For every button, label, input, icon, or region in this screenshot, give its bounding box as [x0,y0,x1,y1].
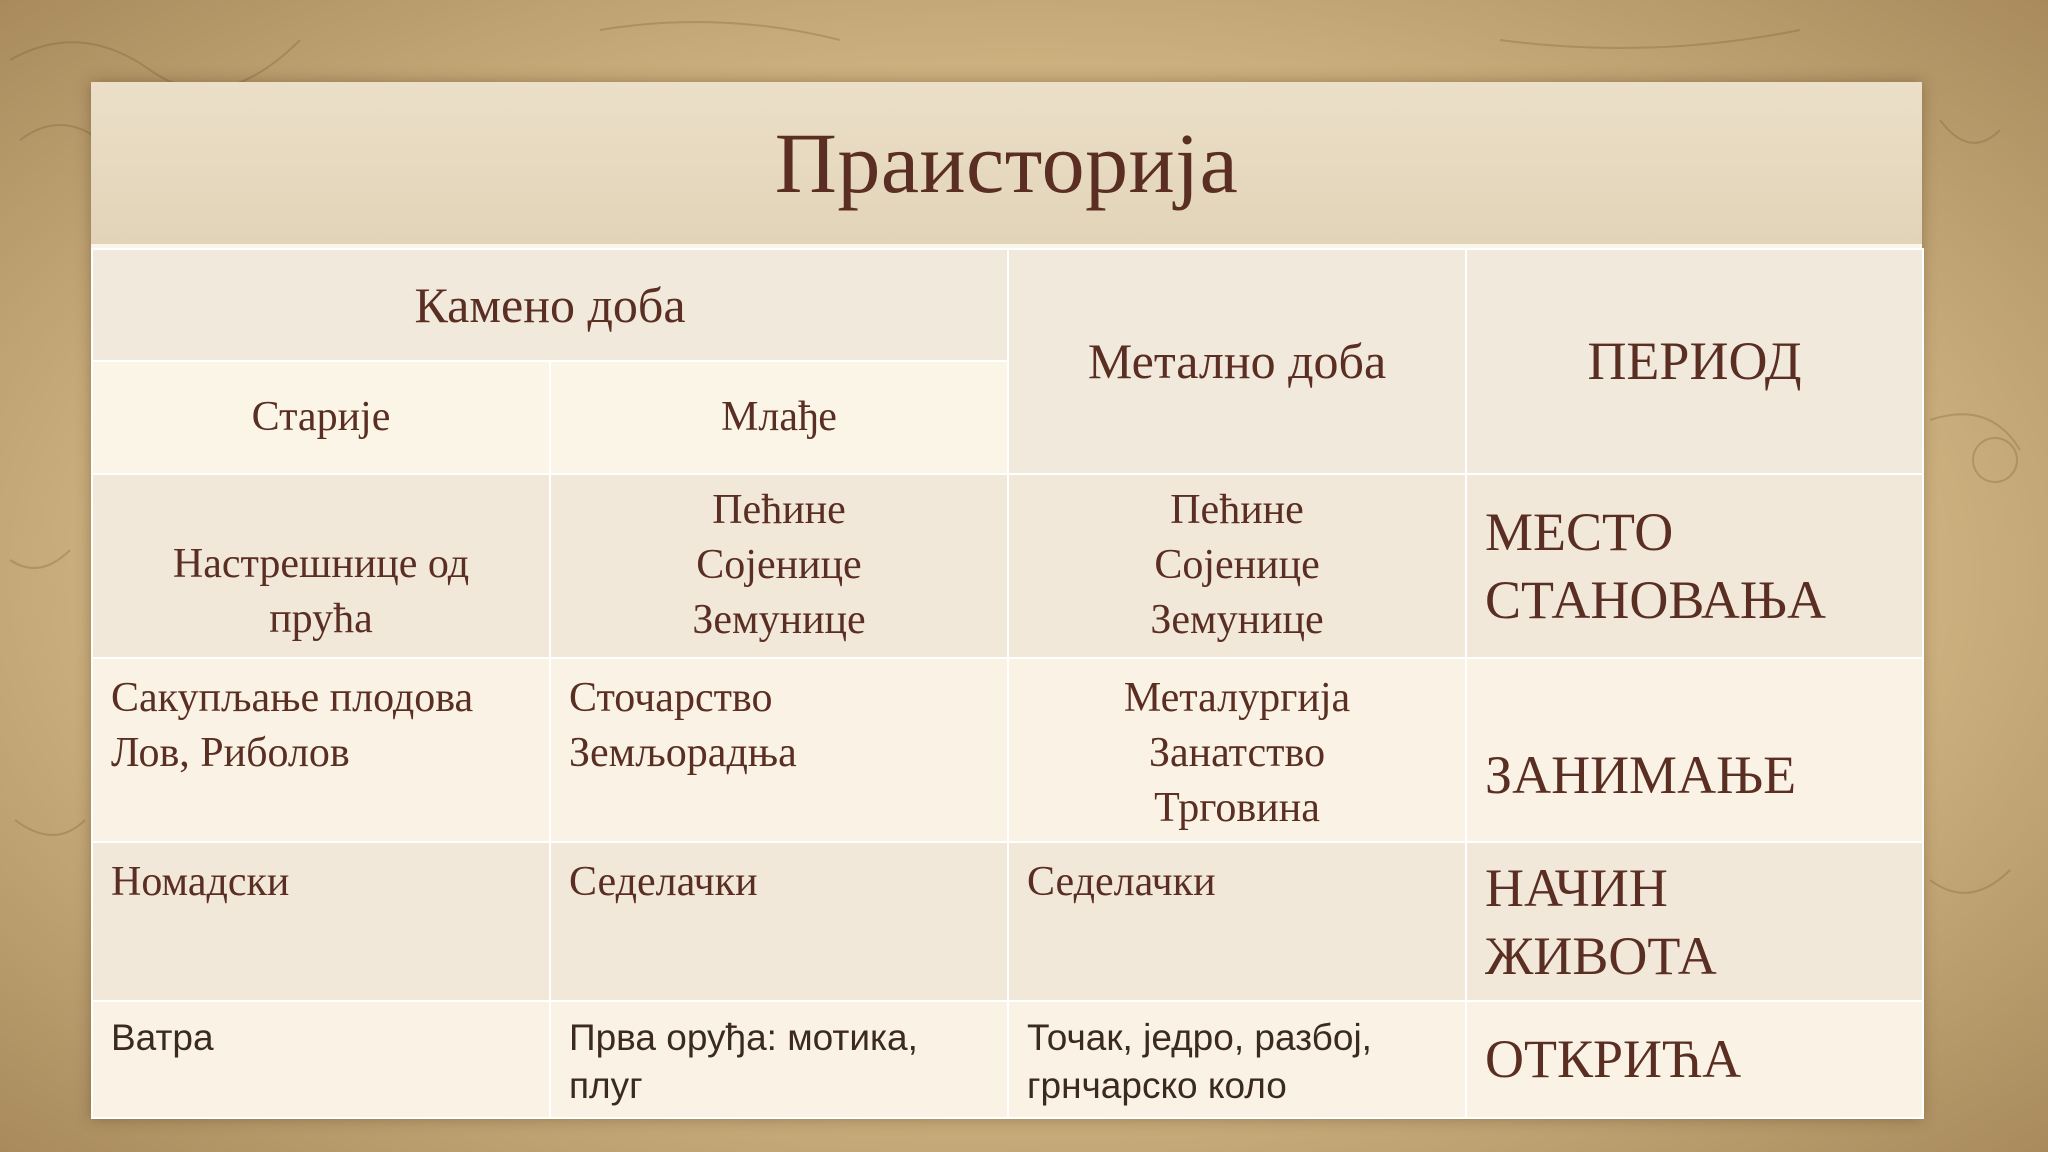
header-older: Старије [92,361,550,473]
lifestyle-older [92,842,550,1000]
cell-text-line: плуг [569,1064,643,1106]
header-younger: Млађе [550,361,1008,473]
occupation-younger [550,658,1008,842]
cell-text-line: Земунице [1150,597,1324,644]
row-lifestyle [92,842,1923,1000]
cell-text-line: МЕСТО [1485,501,1674,562]
cell-text-line: Ватра [111,1016,214,1058]
cell-text-line: грнчарско коло [1027,1064,1287,1106]
cell-text-line: Металургија [1123,674,1351,721]
dwelling-older [92,474,550,658]
lifestyle-younger [550,842,1008,1000]
cell-text-line: Точак, једро, разбој, [1027,1016,1372,1058]
dwelling-younger [550,474,1008,658]
cell-text-line: Земунице [692,597,866,644]
cell-text-line: Сојенице [696,542,862,589]
cell-text-line: Занатство [1148,729,1326,776]
cell-text-line: ЗАНИМАЊЕ [1485,745,1797,806]
cell-text-line: Трговина [1154,784,1320,831]
cell-text-line: ОТКРИЋА [1485,1029,1742,1090]
slide-title: Праисторија [774,115,1239,211]
cell-text-line: Седелачки [569,859,758,906]
dwelling-metal [1008,474,1466,658]
cell-text-line: Пећине [1170,487,1304,534]
cell-text-line: Прва оруђа: мотика, [569,1016,918,1058]
cell-text-line: ЖИВОТА [1485,925,1717,986]
row-dwelling [92,474,1923,658]
row-occupation [92,658,1923,842]
cell-text-line: Пећине [712,487,846,534]
label-dwelling [1466,474,1923,658]
cell-text-line: Сточарство [569,674,773,721]
label-lifestyle [1466,842,1923,1000]
discoveries-younger [550,1001,1008,1118]
cell-text-line: Настрешнице од [172,540,470,587]
occupation-older [92,658,550,842]
cell-text-line: Земљорадња [569,729,797,776]
cell-text-line: Седелачки [1027,859,1216,906]
label-occupation [1466,658,1923,842]
discoveries-metal [1008,1001,1466,1118]
cell-text-line: Лов, Риболов [111,729,350,776]
cell-text-line: СТАНОВАЊА [1485,569,1827,630]
cell-text-line: Номадски [111,859,290,906]
header-stone-age: Камено доба [92,249,1008,361]
lifestyle-metal [1008,842,1466,1000]
label-discoveries [1466,1001,1923,1118]
title-band [91,82,1922,244]
prehistory-table [91,248,1924,1119]
row-discoveries [92,1001,1923,1118]
discoveries-older [92,1001,550,1118]
header-period: ПЕРИОД [1466,249,1923,474]
header-metal-age: Метално доба [1008,249,1466,474]
slide [91,82,1922,1119]
occupation-metal [1008,658,1466,842]
cell-text-line: Сакупљање плодова [111,674,474,721]
cell-text-line: Сојенице [1154,542,1320,589]
cell-text-line: прућа [269,595,373,642]
cell-text-line: НАЧИН [1485,857,1668,918]
